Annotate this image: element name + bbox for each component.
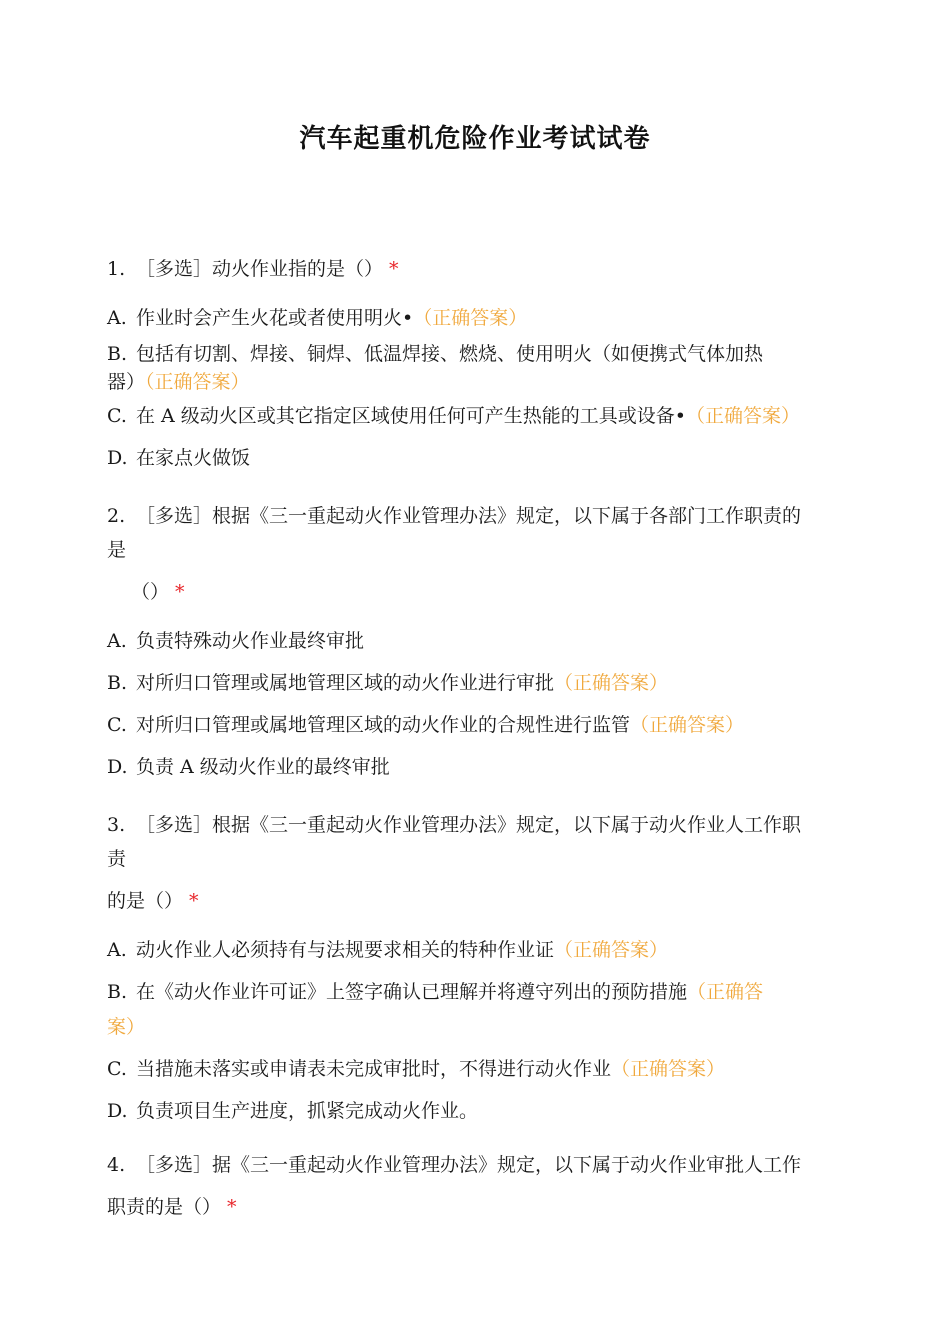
option-label: B.	[107, 981, 128, 1003]
question-3-stem-cont2	[107, 889, 199, 913]
question-2-option-b	[107, 671, 668, 695]
question-text: ［多选］根据《三一重起动火作业管理办法》规定，以下属于动火作业人工作职	[136, 814, 802, 836]
question-2-stem-cont2	[131, 580, 185, 604]
option-text: 负责项目生产进度，抓紧完成动火作业。	[136, 1100, 479, 1122]
question-number: 2.	[107, 505, 126, 527]
question-number: 1.	[107, 258, 126, 280]
option-text: 包括有切割、焊接、铜焊、低温焊接、燃烧、使用明火（如便携式气体加热	[136, 343, 764, 365]
question-1-option-b-cont	[107, 370, 250, 394]
option-text: 对所归口管理或属地管理区域的动火作业进行审批	[136, 672, 555, 694]
correct-answer-tag: （正确答案）	[554, 939, 669, 961]
required-mark: *	[175, 581, 185, 603]
required-mark: *	[189, 890, 199, 912]
option-text: 在家点火做饭	[136, 447, 251, 469]
option-label: C.	[107, 714, 127, 736]
question-text: ［多选］据《三一重起动火作业管理办法》规定，以下属于动火作业审批人工作	[136, 1154, 802, 1176]
page-title: 汽车起重机危险作业考试试卷	[299, 124, 651, 154]
question-3-option-b-cont	[107, 1015, 145, 1039]
question-number: 3.	[107, 814, 126, 836]
question-1-option-b	[107, 342, 763, 366]
option-label: B.	[107, 672, 128, 694]
question-text-continued: （）	[131, 581, 170, 603]
option-label: D.	[107, 447, 128, 469]
correct-answer-tag: （正确答案）	[686, 405, 801, 427]
option-label: B.	[107, 343, 128, 365]
option-text: 负责特殊动火作业最终审批	[136, 630, 365, 652]
correct-answer-tag: （正确答案）	[145, 371, 250, 393]
question-3-stem	[107, 813, 801, 837]
correct-answer-tag: （正确答	[687, 981, 764, 1003]
question-3-option-c	[107, 1057, 725, 1081]
option-text: 在 A 级动火区或其它指定区域使用任何可产生热能的工具或设备•	[136, 405, 687, 427]
option-text: 负责 A 级动火作业的最终审批	[136, 756, 390, 778]
option-label: A.	[107, 939, 127, 961]
question-2-option-a	[107, 629, 364, 653]
option-text: 作业时会产生火花或者使用明火•	[136, 307, 414, 329]
option-label: A.	[107, 307, 127, 329]
correct-answer-tag: （正确答案）	[630, 714, 745, 736]
question-4-stem	[107, 1153, 801, 1177]
option-label: C.	[107, 1058, 127, 1080]
question-2-stem	[107, 504, 801, 528]
question-4-stem-cont	[107, 1195, 237, 1219]
required-mark: *	[389, 258, 399, 280]
question-text: ［多选］动火作业指的是（）	[136, 258, 384, 280]
question-text-continued: 是	[107, 539, 127, 561]
option-text: 动火作业人必须持有与法规要求相关的特种作业证	[136, 939, 555, 961]
question-text: ［多选］根据《三一重起动火作业管理办法》规定，以下属于各部门工作职责的	[136, 505, 802, 527]
option-text: 在《动火作业许可证》上签字确认已理解并将遵守列出的预防措施	[136, 981, 688, 1003]
question-3-option-d	[107, 1099, 478, 1123]
question-1-option-a	[107, 306, 527, 330]
option-label: D.	[107, 756, 128, 778]
option-text-continued: 器）	[107, 371, 146, 393]
question-1-option-d	[107, 446, 250, 470]
question-3-stem-cont	[107, 847, 126, 871]
question-3-option-a	[107, 938, 668, 962]
correct-answer-tag: （正确答案）	[413, 307, 528, 329]
question-3-option-b	[107, 980, 763, 1004]
option-label: D.	[107, 1100, 128, 1122]
question-2-stem-cont	[107, 538, 126, 562]
required-mark: *	[227, 1196, 237, 1218]
option-text: 当措施未落实或申请表未完成审批时，不得进行动火作业	[136, 1058, 612, 1080]
question-1-stem	[107, 257, 399, 281]
correct-answer-tag: 案）	[107, 1016, 146, 1038]
option-text: 对所归口管理或属地管理区域的动火作业的合规性进行监管	[136, 714, 631, 736]
question-text-continued: 责	[107, 848, 127, 870]
question-text-continued: 职责的是（）	[107, 1196, 222, 1218]
correct-answer-tag: （正确答案）	[611, 1058, 726, 1080]
option-label: A.	[107, 630, 127, 652]
option-label: C.	[107, 405, 127, 427]
question-1-option-c	[107, 404, 800, 428]
correct-answer-tag: （正确答案）	[554, 672, 669, 694]
question-number: 4.	[107, 1154, 126, 1176]
question-text-continued: 的是（）	[107, 890, 184, 912]
question-2-option-c	[107, 713, 744, 737]
question-2-option-d	[107, 755, 390, 779]
